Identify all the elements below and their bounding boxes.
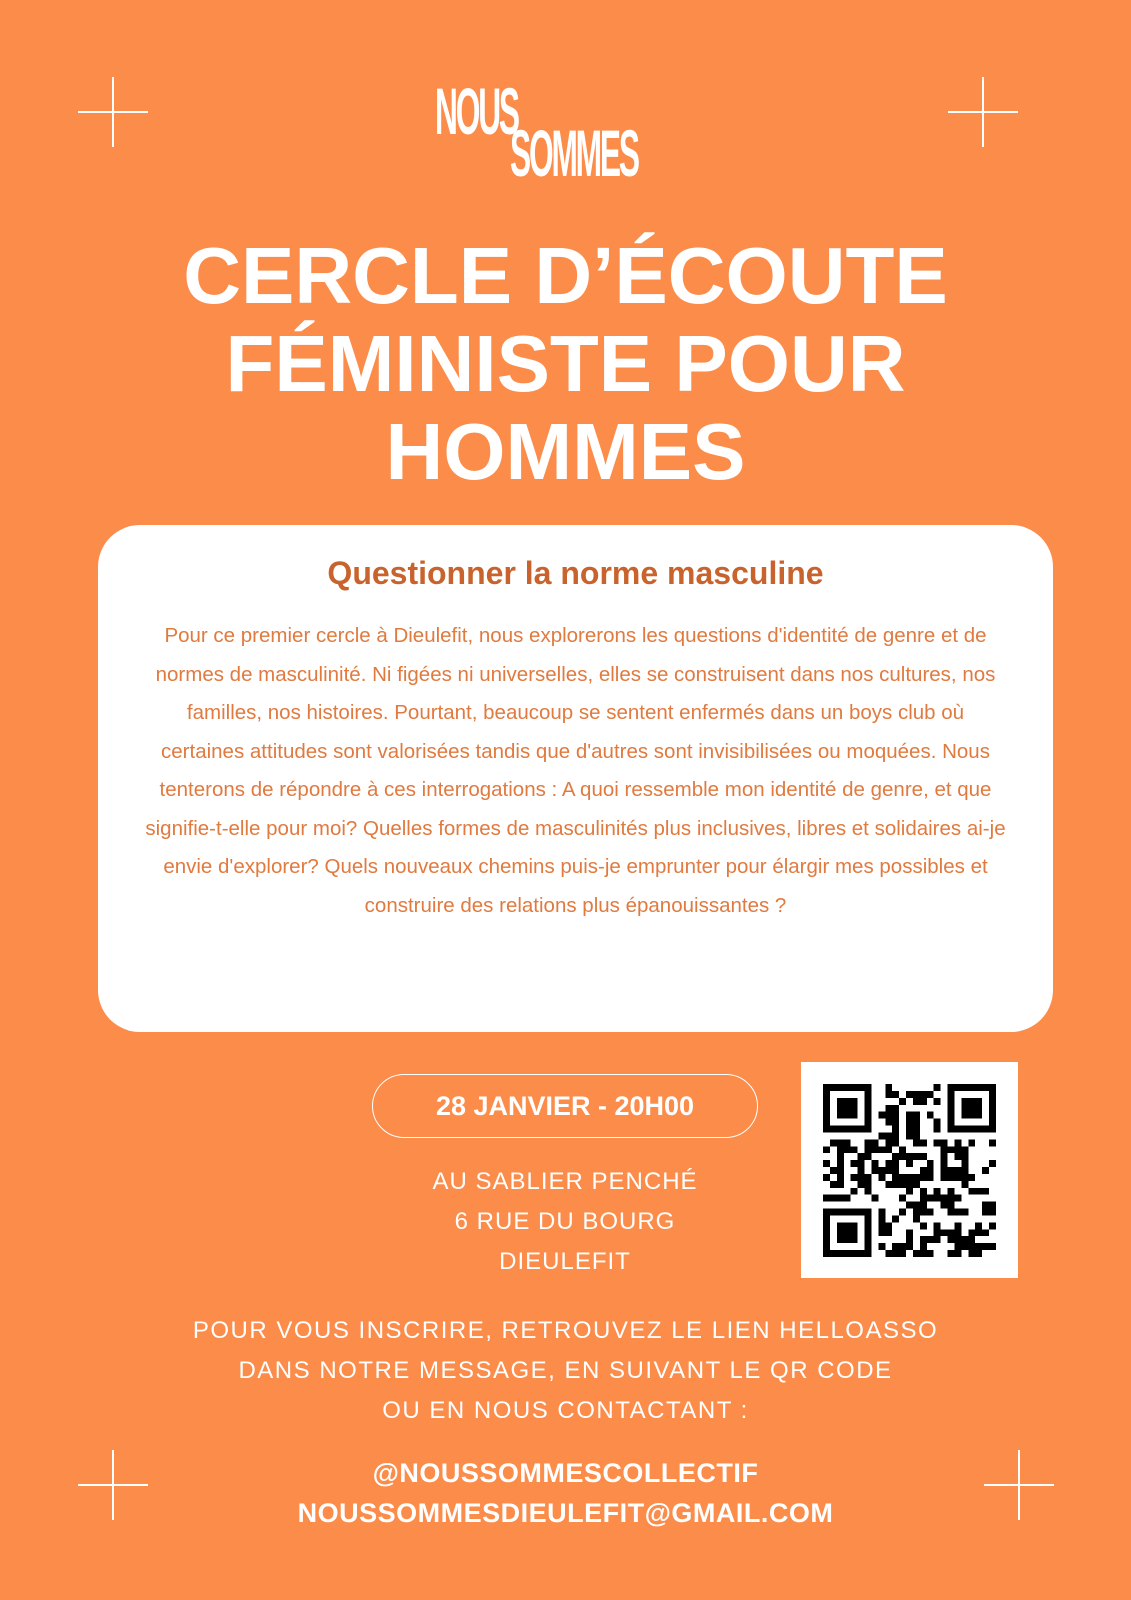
description-card (98, 525, 1053, 1032)
event-address (385, 1162, 745, 1282)
logo-word-nous: NOUS (435, 75, 518, 149)
qr-code-icon (823, 1084, 996, 1257)
page-title (60, 232, 1071, 496)
logo-word-sommes: SOMMES (510, 117, 638, 191)
contact-info (80, 1453, 1051, 1533)
title-line: CERCLE D’ÉCOUTE (183, 231, 948, 320)
crosshair-icon (78, 77, 148, 147)
instagram-handle[interactable]: @NOUSSOMMESCOLLECTIF (372, 1458, 759, 1488)
title-line: FÉMINISTE POUR (225, 319, 906, 408)
event-date-badge: 28 JANVIER - 20H00 (372, 1074, 758, 1138)
signup-line: DANS NOTRE MESSAGE, EN SUIVANT LE QR CODE (238, 1357, 893, 1384)
town-name: DIEULEFIT (499, 1248, 631, 1275)
email-address[interactable]: NOUSSOMMESDIEULEFIT@GMAIL.COM (297, 1498, 834, 1528)
card-body-text: Pour ce premier cercle à Dieulefit, nous explorerons les questions d'identité de genre et de normes de masculinité. Ni figées ni universelles, elles se construisent dans nos cultures, nos familles, nos histoires. Pourtant, beaucoup se sentent enfermés dans un boys club où certaines attitudes sont valorisées tandis que d'autres sont invisibilisées ou moquées. Nous tenterons de répondre à ces interrogations : A quoi ressemble mon identité de genre, et que signifie-t-elle pour moi? Quelles formes de masculinités plus inclusives, libres et solidaires ai-je envie d'explorer? Quels nouveaux chemins puis-je emprunter pour élargir mes possibles et construire des relations plus épanouissantes ? (145, 624, 1006, 917)
nous-sommes-logo (435, 75, 697, 192)
crosshair-icon (948, 77, 1018, 147)
signup-instructions (80, 1311, 1051, 1431)
card-heading: Questionner la norme masculine (327, 555, 824, 591)
street-address: 6 RUE DU BOURG (454, 1208, 676, 1235)
signup-line: POUR VOUS INSCRIRE, RETROUVEZ LE LIEN HELLOASSO (192, 1317, 939, 1344)
qr-code[interactable] (801, 1062, 1018, 1278)
signup-line: OU EN NOUS CONTACTANT : (382, 1397, 749, 1424)
venue-name: AU SABLIER PENCHÉ (432, 1168, 698, 1195)
title-line: HOMMES (385, 407, 746, 496)
